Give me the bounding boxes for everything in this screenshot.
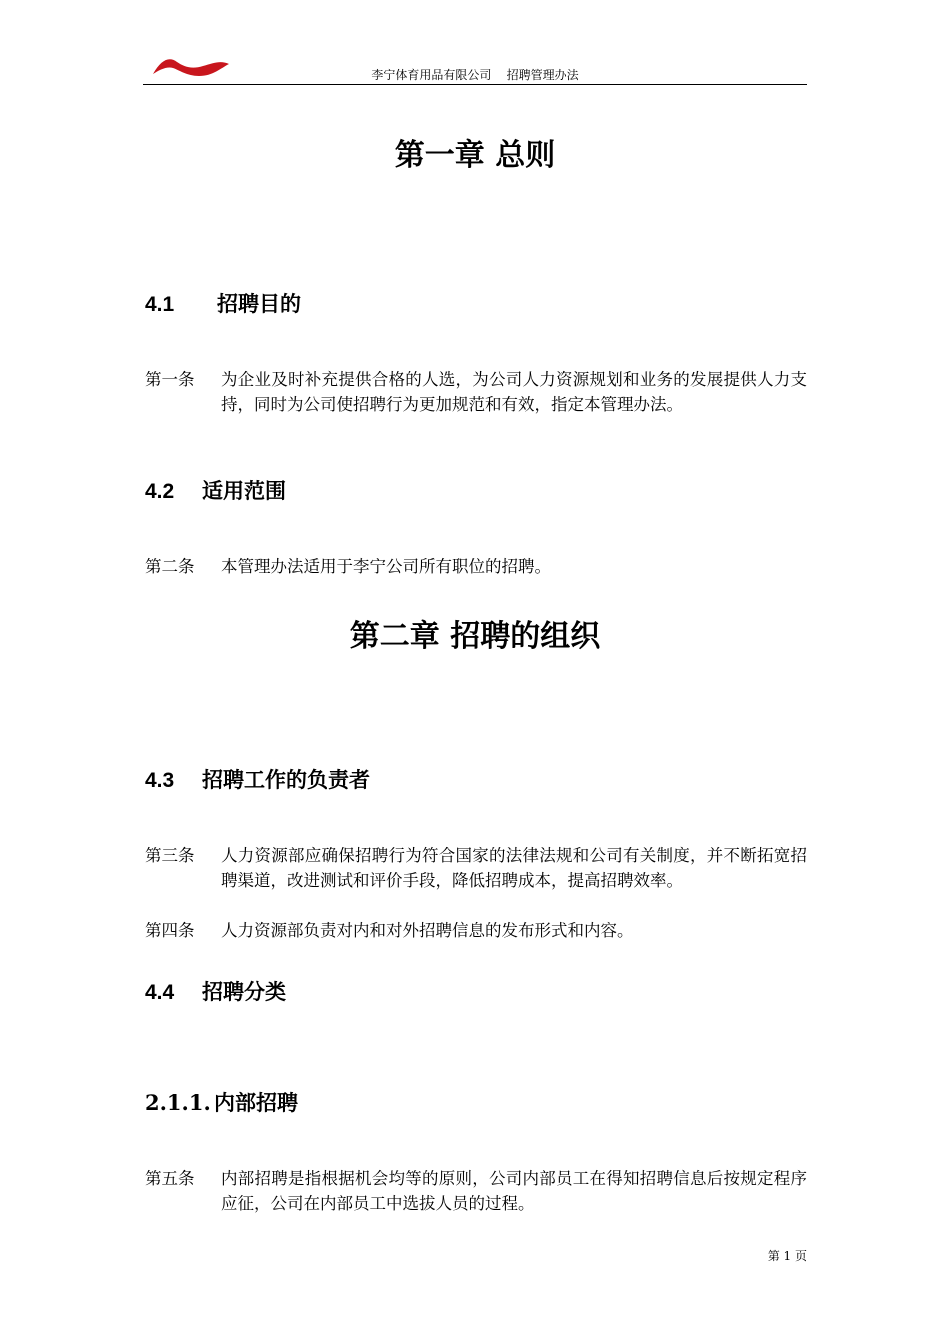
- clause-2: [145, 554, 807, 579]
- section-title: 适用范围: [202, 480, 286, 503]
- clause-label: 第四条: [145, 921, 195, 940]
- clause-text: 为企业及时补充提供合格的人选，为公司人力资源规划和业务的发展提供人力支持，同时为公司使招聘行为更加规范和有效，指定本管理办法。: [221, 370, 807, 414]
- clause-text: 内部招聘是指根据机会均等的原则，公司内部员工在得知招聘信息后按规定程序应征，公司在内部员工中选拔人员的过程。: [221, 1169, 807, 1213]
- header-doc-title: 招聘管理办法: [506, 68, 579, 82]
- chapter-1-title: 第一章 总则: [394, 138, 556, 173]
- header-company: 李宁体育用品有限公司: [371, 68, 492, 82]
- clause-label: 第一条: [145, 370, 195, 389]
- chapter-2-title: 第二章 招聘的组织: [349, 619, 601, 654]
- clause-label: 第三条: [145, 846, 195, 865]
- section-number: 4.2: [145, 480, 175, 503]
- clause-5: [145, 1166, 807, 1216]
- clause-4: [145, 918, 807, 943]
- section-4-2-heading: [145, 475, 286, 505]
- section-number: 4.4: [145, 981, 175, 1004]
- subsection-number: 2.1.1.: [145, 1090, 211, 1115]
- section-4-3-heading: [145, 764, 370, 794]
- subsection-title: 内部招聘: [214, 1090, 298, 1115]
- clause-text: 人力资源部负责对内和对外招聘信息的发布形式和内容。: [221, 921, 634, 940]
- page-header: [143, 52, 807, 85]
- section-title: 招聘目的: [217, 293, 301, 316]
- clause-text: 本管理办法适用于李宁公司所有职位的招聘。: [221, 557, 551, 576]
- clause-label: 第二条: [145, 557, 195, 576]
- clause-3: [145, 843, 807, 893]
- section-title: 招聘工作的负责者: [202, 769, 370, 792]
- subsection-2-1-1-heading: [145, 1087, 298, 1117]
- clause-1: [145, 367, 807, 417]
- page-number: 第 1 页: [767, 1249, 807, 1263]
- section-4-1-heading: [145, 288, 301, 318]
- clause-text: 人力资源部应确保招聘行为符合国家的法律法规和公司有关制度，并不断拓宽招聘渠道，改进测试和评价手段，降低招聘成本，提高招聘效率。: [221, 846, 807, 890]
- header-text: [143, 66, 807, 83]
- section-number: 4.1: [145, 293, 175, 316]
- clause-label: 第五条: [145, 1169, 195, 1188]
- section-title: 招聘分类: [202, 981, 286, 1004]
- section-number: 4.3: [145, 769, 175, 792]
- section-4-4-heading: [145, 976, 286, 1006]
